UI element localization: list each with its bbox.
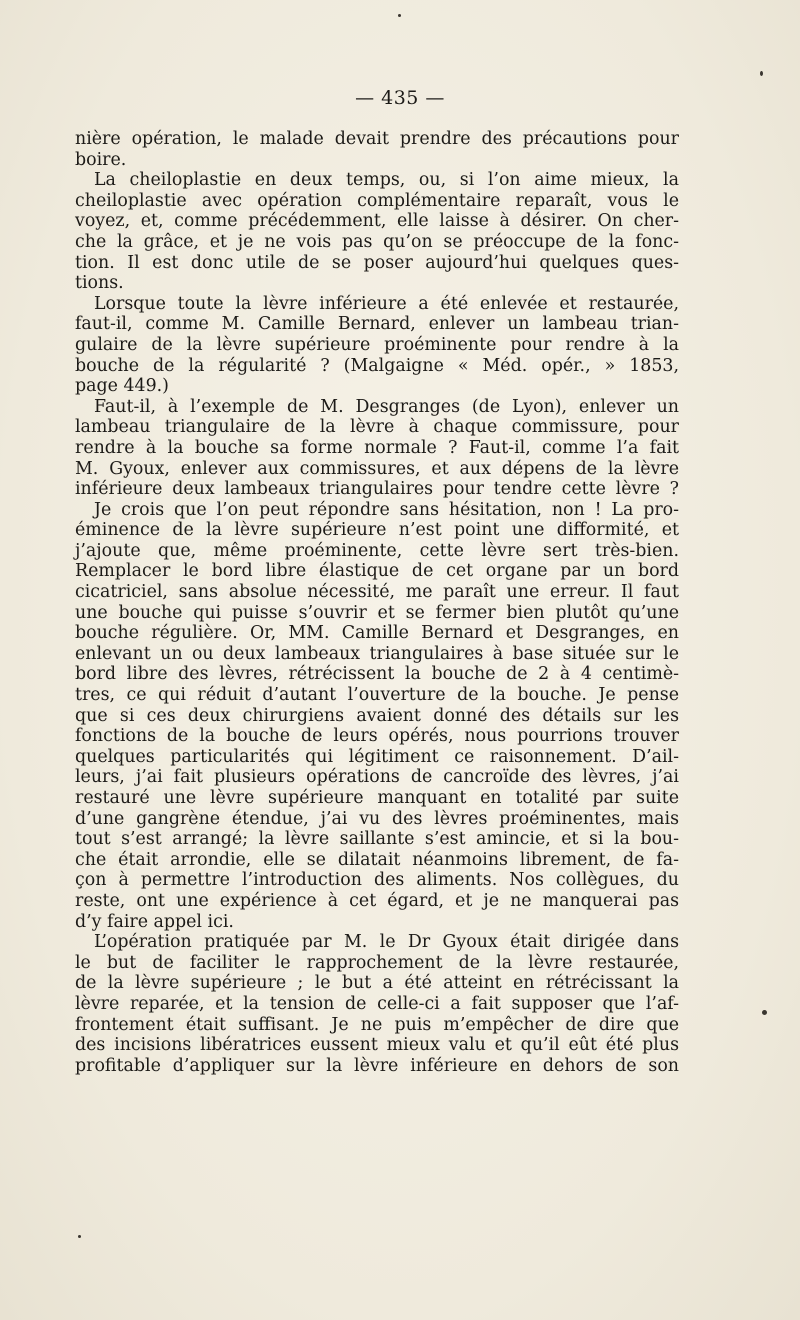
text-line: voyez, et, comme précédemment, elle laisse à désirer. On cher- <box>75 211 679 232</box>
body-text <box>75 129 679 1076</box>
text-line: che la grâce, et je ne vois pas qu’on se préoccupe de la fonc- <box>75 231 679 252</box>
text-line: boire. <box>75 149 127 170</box>
text-line: nière opération, le malade devait prendre des précautions pour <box>75 129 679 149</box>
text-line: d’y faire appel ici. <box>75 911 234 932</box>
paper-speck <box>762 1010 767 1015</box>
text-line: que si ces deux chirurgiens avaient donné des détails sur les <box>75 705 679 726</box>
text-line: j’ajoute que, même proéminente, cette lèvre sert très-bien. <box>75 540 679 561</box>
paragraph <box>75 500 679 932</box>
paper-speck <box>760 71 763 76</box>
text-line: le but de faciliter le rapprochement de la lèvre restaurée, <box>75 952 679 973</box>
text-line: rendre à la bouche sa forme normale ? Faut-il, comme l’a fait <box>75 437 679 458</box>
text-line: enlevant un ou deux lambeaux triangulaires à base située sur le <box>75 643 679 664</box>
text-line: cheiloplastie avec opération complémentaire reparaît, vous le <box>75 190 679 211</box>
text-line: Je crois que l’on peut répondre sans hésitation, non ! La pro- <box>94 499 679 520</box>
text-line: quelques particularités qui légitiment ce raisonnement. D’ail- <box>75 746 679 767</box>
paragraph <box>75 397 679 500</box>
text-line: che était arrondie, elle se dilatait néanmoins librement, de fa- <box>75 849 679 870</box>
text-line: tres, ce qui réduit d’autant l’ouverture de la bouche. Je pense <box>75 685 679 706</box>
paper-speck <box>398 14 401 17</box>
text-line: page 449.) <box>75 376 169 397</box>
text-line: fonctions de la bouche de leurs opérés, nous pourrions trouver <box>75 726 679 747</box>
text-line: lèvre reparée, et la tension de celle-ci a fait supposer que l’af- <box>75 993 679 1014</box>
text-line: bord libre des lèvres, rétrécissent la bouche de 2 à 4 centimè- <box>75 664 679 685</box>
text-line: Remplacer le bord libre élastique de cet organe par un bord <box>75 561 679 582</box>
text-line: bouche de la régularité ? (Malgaigne « Méd. opér., » 1853, <box>75 355 679 376</box>
text-line: éminence de la lèvre supérieure n’est point une difformité, et <box>75 520 679 541</box>
paper-speck <box>78 1235 81 1238</box>
text-line: lambeau triangulaire de la lèvre à chaque commissure, pour <box>75 417 679 438</box>
text-line: bouche régulière. Or, MM. Camille Bernard et Desgranges, en <box>75 623 679 644</box>
text-line: L’opération pratiquée par M. le Dr Gyoux était dirigée dans <box>94 932 679 953</box>
page-number: — 435 — <box>355 87 445 109</box>
text-line: inférieure deux lambeaux triangulaires pour tendre cette lèvre ? <box>75 479 679 500</box>
paragraph <box>75 129 679 170</box>
paragraph <box>75 294 679 397</box>
paragraph <box>75 170 679 294</box>
text-line: restauré une lèvre supérieure manquant en totalité par suite <box>75 788 679 808</box>
text-line: tion. Il est donc utile de se poser aujourd’hui quelques ques- <box>75 252 679 273</box>
text-line: d’une gangrène étendue, j’ai vu des lèvres proéminentes, mais <box>75 808 679 829</box>
text-line: frontement était suffisant. Je ne puis m’empêcher de dire que <box>75 1014 679 1035</box>
text-line: Faut-il, à l’exemple de M. Desgranges (de Lyon), enlever un <box>94 396 679 417</box>
text-line: cicatriciel, sans absolue nécessité, me paraît une erreur. Il faut <box>75 582 679 603</box>
paragraph <box>75 932 679 1076</box>
text-line: La cheiloplastie en deux temps, ou, si l’on aime mieux, la <box>94 170 679 191</box>
text-line: çon à permettre l’introduction des aliments. Nos collègues, du <box>75 870 679 891</box>
text-line: M. Gyoux, enlever aux commissures, et aux dépens de la lèvre <box>75 458 679 479</box>
text-line: profitable d’appliquer sur la lèvre inférieure en dehors de son <box>75 1055 679 1076</box>
text-line: leurs, j’ai fait plusieurs opérations de cancroïde des lèvres, j’ai <box>75 767 679 788</box>
text-line: Lorsque toute la lèvre inférieure a été enlevée et restaurée, <box>94 293 679 314</box>
text-line: des incisions libératrices eussent mieux valu et qu’il eût été plus <box>75 1035 679 1056</box>
text-line: une bouche qui puisse s’ouvrir et se fermer bien plutôt qu’une <box>75 602 679 623</box>
text-line: reste, ont une expérience à cet égard, et je ne manquerai pas <box>75 890 679 911</box>
text-line: tout s’est arrangé; la lèvre saillante s’est amincie, et si la bou- <box>75 829 679 850</box>
text-line: de la lèvre supérieure ; le but a été atteint en rétrécissant la <box>75 973 679 994</box>
text-line: tions. <box>75 273 124 294</box>
text-line: gulaire de la lèvre supérieure proéminente pour rendre à la <box>75 334 679 355</box>
text-line: faut-il, comme M. Camille Bernard, enlever un lambeau trian- <box>75 314 679 335</box>
